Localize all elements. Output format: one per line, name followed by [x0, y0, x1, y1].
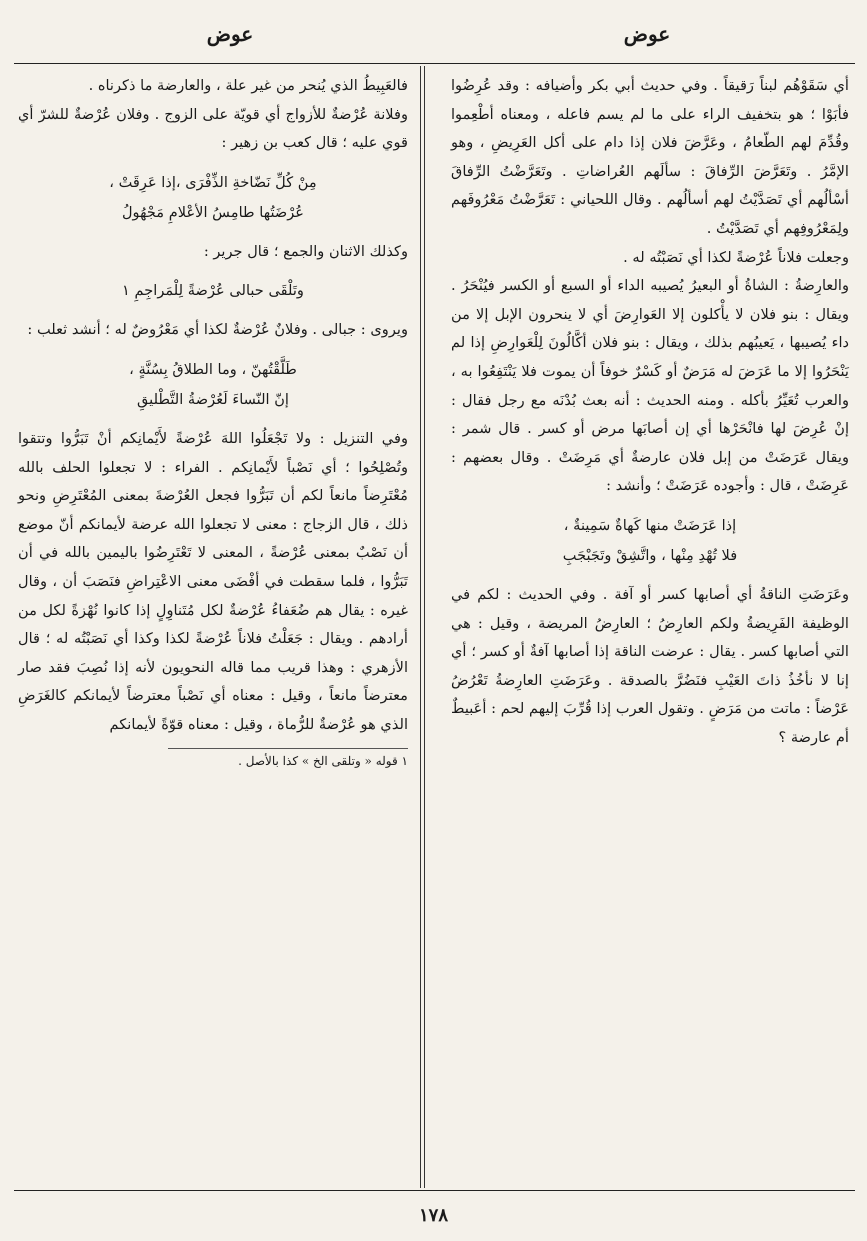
verse-line: مِنْ كُلِّ نَضّاخةِ الذِّفْرَى ،إذا عَرِقَتْ ، [109, 173, 317, 191]
running-head-left: عوض [206, 22, 254, 46]
verse [18, 276, 408, 306]
verse-line: إنّ النّساءَ لَعُرْضةُ التَّطْليقِ [137, 390, 289, 408]
verse [18, 168, 408, 228]
footer-rule [14, 1190, 855, 1191]
header-rule [14, 63, 855, 64]
paragraph: وفلانة عُرْضةٌ للأزواج أي قويّة على الزوج . وفلان عُرْضةٌ للشرّ أي قوي عليه ؛ قال كعب بن زهير : [18, 105, 408, 152]
right-column [451, 72, 849, 752]
left-column [18, 72, 408, 771]
verse-line: وتَلْقَى حبالى عُرْضةً لِلْمَراجِمِ ١ [122, 282, 304, 300]
paragraph: وجعلت فلاناً عُرْضةً لكذا أي نَصَبْتُه له . [623, 248, 849, 266]
paragraph: ويروى : جبالى . وفلانٌ عُرْضةٌ لكذا أي مَعْرُوضٌ له ؛ أنشد ثعلب : [27, 321, 408, 339]
verse-line: طَلَّقْتُهنّ ، وما الطلاقُ بِسُنَّةٍ ، [129, 360, 297, 378]
footnote-rule [168, 748, 408, 749]
column-divider [420, 66, 421, 1188]
paragraph: وعَرَضَتِ الناقةُ أي أصابها كسر أو آفة . وفي الحديث : لكم في الوظيفة الفَرِيضةُ ولكم العارِضُ ؛ العارِضُ المريضة ، وقيل : هي التي أصابها كسر . يقال : عرضت الناقة إذا أصابها آفةٌ أو كسر ؛ أي إنا لا نأخُذُ ذاتَ العَيْبِ فنَضُرَّ بالصدقة . وعَرَضَتِ العارِضةُ تَعْرُضُ عَرْضاً : ماتت من مَرَضٍ . وتقول العرب إذا قُرِّبَ إليهم لحم : أعَبيطٌ أم عارضة ؟ [451, 585, 849, 746]
footnote: ١ قوله « وتلقى الخ » كذا بالأصل . [238, 753, 408, 768]
column-divider [424, 66, 425, 1188]
running-head-right: عوض [623, 22, 671, 46]
verse [451, 511, 849, 571]
verse-line: فلا تُهْدِ مِنْها ، واتَّشِقْ وتَجَبْجَبِ [562, 546, 738, 564]
paragraph: أي سَقَوْهُم لبناً رَقيقاً . وفي حديث أبي بكر وأضيافه : وقد عُرِضُوا فأبَوْا ؛ هو بتخفيف الراء على ما لم يسم فاعله ، ومعناه أطْعِموا وقُدِّمَ لهم الطّعامُ ، وعَرَّضَ فلان إذا دام على أكل العَرِيضِ ، وهو الإمَّرُ . وتَعَرَّضَ الرِّفاقَ : سألَهم العُراضاتِ . وتَعَرَّضْتُ الرِّفاقَ أسْألُهم أي تَصَدَّيْتُ لهم أسألُهم . وقال اللحياني : تَعَرَّضْتُ مَعْرُوفَهم ولِمَعْرُوفِهم أي تَصَدَّيْتُ . [451, 77, 849, 237]
verse-line: عُرْضَتُها طامِسُ الأعْلامِ مَجْهُولُ [121, 203, 305, 221]
paragraph: فالعَبِيطُ الذي يُنحر من غير علة ، والعارضة ما ذكرناه . [88, 77, 408, 94]
paragraph: وكذلك الاثنان والجمع ؛ قال جرير : [203, 242, 408, 260]
page-number: ١٧٨ [418, 1205, 448, 1226]
paragraph: وفي التنزيل : ولا تَجْعَلُوا اللهَ عُرْضةً لأَيْمانِكم أنْ تَبَرُّوا وتتقوا وتُصْلِحُوا ؛ أي نَصْباً لأَيْمانِكم . الفراء : لا تجعلوا الحلف بالله مُعْتَرِضاً مانعاً لكم أن تَبَرُّوا فجعل العُرْضةَ بمعنى المُعْتَرِضِ ونحو ذلك ، قال الزجاج : معنى لا تجعلوا الله عرضة لأيمانكم أنّ موضع أن نَصْبٌ بمعنى عُرْضةً ، المعنى لا تَعْتَرِضُوا باليمين بالله في أن تَبَرُّوا ، فلما سقطت في أفْضَى معنى الاعْتِراضِ فنَصَبَ أن ، وقال غيره : يقال هم ضُعَفاءُ عُرْضةٌ لكل مُتَناوِلٍ إذا كانوا نُهْزةً لكل من أرادهم . ويقال : جَعَلْتُ فلاناً عُرْضةً لكذا وكذا أي نَصَبْتُه له ؛ قال الأزهري : وهذا قريب مما قاله النحويون لأنه إذا نُصِبَ فقد صار معترضاً مانعاً ، وقيل : معناه أي نَصْباً معترضاً لأيمانكم كالغَرَضِ الذي هو عُرْضةٌ للرُّماة ، وقيل : معناه قوّةً لأيمانكم [18, 429, 408, 733]
verse [18, 355, 408, 415]
paragraph: والعارِضةُ : الشاةُ أو البعيرُ يُصيبه الداء أو السبع أو الكسر فيُنْحَرُ . ويقال : بنو فلان لا يأْكلون إلا العَوارِضَ أي لا ينحرون الإبل إلا من داء يُصيبها ، يَعيبُهم بذلك ، ويقال : بنو فلان أكَّالُونَ لِلْعَوارِضِ إذا لم يَنْحَرُوا إلا ما عَرَضَ له مَرَضٌ أو كَسْرٌ خوفاً أن يموت فلا يَنْتَفِعُوا به ، والعرب تُعَيِّرُ بأكله . ومنه الحديث : أنه بعث بُدْنَه مع رجل فقال : إنْ عُرِضَ لها فانْحَرْها أي إن أصابَها مرض أو كسر . قال شمر : ويقال عَرَضَتْ من إبل فلان عارضةٌ أي مَرِضَتْ . وقال بعضهم : عَرِضَتْ ، قال : وأجوده عَرَضَتْ ؛ وأنشد : [451, 277, 849, 495]
verse-line: إذا عَرَضَتْ منها كَهاةٌ سَمِينةٌ ، [563, 516, 737, 534]
